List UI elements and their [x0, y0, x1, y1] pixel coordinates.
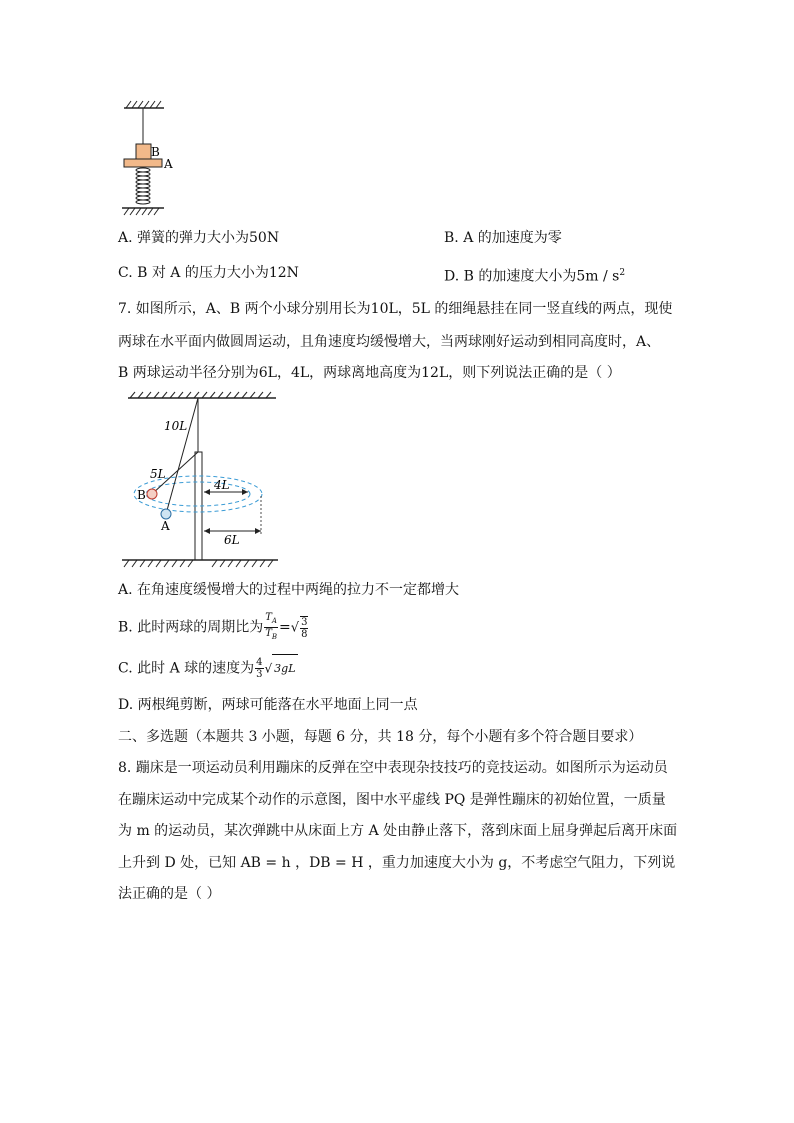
- period-ratio-fraction: $\frac{T_A}{T_B}$: [265, 612, 278, 641]
- label-ball-a: A: [161, 519, 170, 533]
- q6-option-d-value: 5m / s: [576, 268, 620, 285]
- q7-line-1: 7. 如图所示，A、B 两个小球分别用长为10L，5L 的细绳悬挂在同一竖直线的两点，现使: [118, 301, 673, 317]
- q7-line-3: B 两球运动半径分别为6L，4L，两球离地高度为12L，则下列说法正确的是（ ）: [118, 365, 621, 381]
- label-6l: 6L: [224, 533, 240, 547]
- q7-option-c: C. 此时 A 球的速度为 $\frac{4}{3}$ √ 3gL: [118, 654, 298, 684]
- q7-option-d: D. 两根绳剪断，两球可能落在水平地面上同一点: [118, 697, 418, 713]
- sqrt-fraction: $\frac{3}{8}$: [301, 616, 308, 640]
- spring-block-figure: [118, 96, 188, 216]
- q8-line-4: 上升到 D 处，已知 AB = h ，DB = H ，重力加速度大小为 g，不考虑空气阻力，下列说: [118, 855, 676, 871]
- q7-option-c-prefix: C. 此时 A 球的速度为: [118, 660, 255, 677]
- q6-option-d: [444, 264, 625, 286]
- conical-pendulum-figure: [118, 388, 288, 568]
- q6-option-d-prefix: D. B 的加速度大小为: [444, 268, 577, 285]
- section-heading: 二、多选题（本题共 3 小题，每题 6 分，共 18 分，每个小题有多个符合题目要求）: [118, 729, 643, 745]
- speed-radical: 3gL: [272, 654, 297, 683]
- label-5l: 5L: [150, 467, 166, 481]
- q7-option-b-prefix: B. 此时两球的周期比为: [118, 619, 264, 636]
- q7-option-b: B. 此时两球的周期比为 $\frac{T_A}{T_B}$ =√ $\frac{3}{8}$: [118, 612, 308, 641]
- q6-option-a: A. 弹簧的弹力大小为50N: [118, 230, 280, 246]
- label-b: B: [151, 145, 160, 159]
- q7-line-2: 两球在水平面内做圆周运动，且角速度均缓慢增大，当两球刚好运动到相同高度时，A、: [118, 334, 661, 350]
- label-10l: 10L: [164, 419, 188, 433]
- label-ball-b: B: [137, 488, 146, 502]
- q8-line-5: 法正确的是（ ）: [118, 886, 221, 902]
- q6-option-d-sup: 2: [619, 268, 626, 278]
- q8-line-3: 为 m 的运动员，某次弹跳中从床面上方 A 处由静止落下，落到床面上屈身弹起后离开床面: [118, 823, 678, 839]
- speed-fraction: $\frac{4}{3}$: [256, 657, 263, 680]
- label-4l: 4L: [214, 478, 230, 492]
- q6-option-c: C. B 对 A 的压力大小为12N: [118, 265, 299, 281]
- q8-line-1: 8. 蹦床是一项运动员利用蹦床的反弹在空中表现杂技技巧的竞技运动。如图所示为运动员: [118, 760, 668, 776]
- label-a: A: [164, 157, 173, 171]
- equals-sign: =: [279, 619, 291, 636]
- q7-option-a: A. 在角速度缓慢增大的过程中两绳的拉力不一定都增大: [118, 582, 460, 598]
- q6-option-b: B. A 的加速度为零: [444, 230, 562, 246]
- q8-line-2: 在蹦床运动中完成某个动作的示意图，图中水平虚线 PQ 是弹性蹦床的初始位置，一质量: [118, 792, 666, 808]
